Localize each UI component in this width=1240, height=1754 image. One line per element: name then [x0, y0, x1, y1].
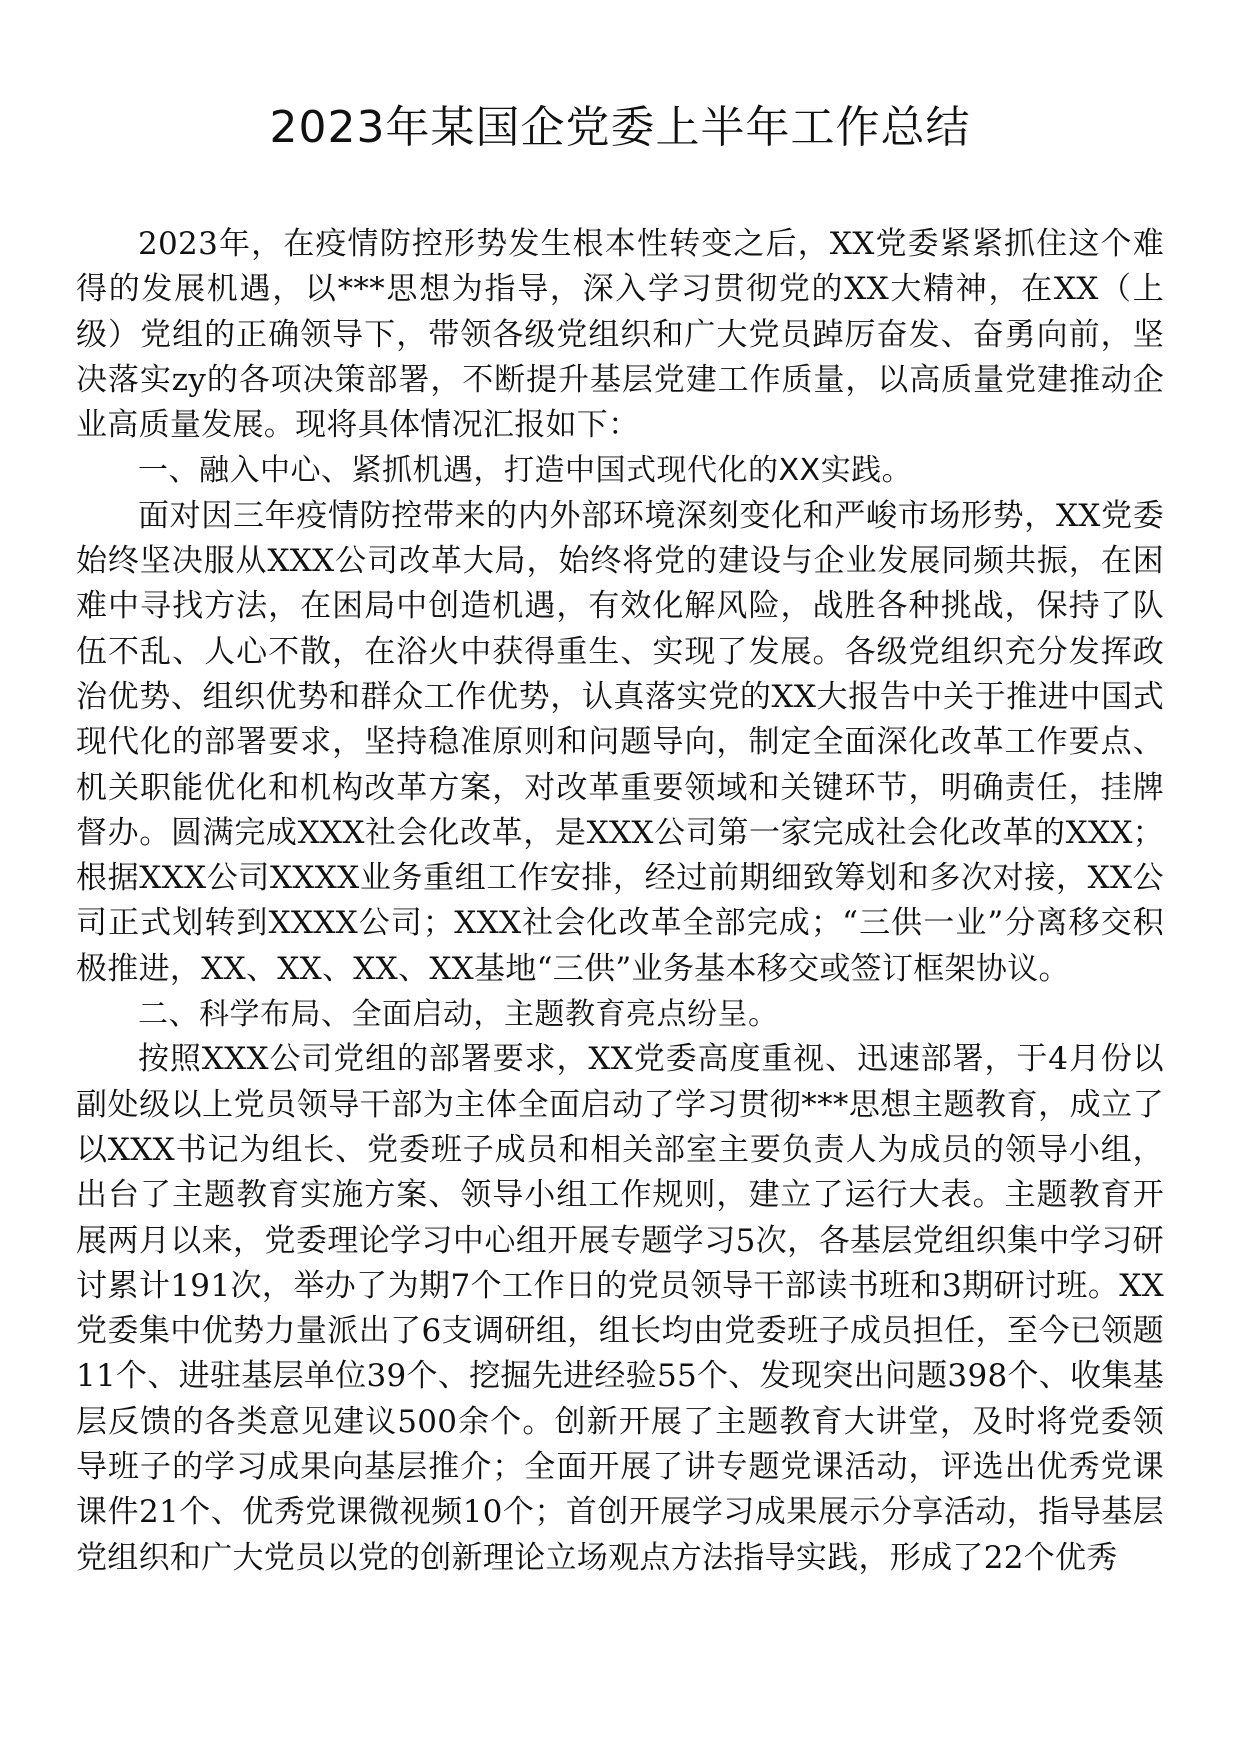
section-2-paragraph: 按照XXX公司党组的部署要求，XX党委高度重视、迅速部署，于4月份以副处级以上党员领导干部为主体全面启动了学习贯彻***思想主题教育，成立了以XXX书记为组长、党委班子成员和相关部室主要负责人为成员的领导小组，出台了主题教育实施方案、领导小组工作规则，建立了运行大表。主题教育开展两月以来，党委理论学习中心组开展专题学习5次，各基层党组织集中学习研讨累计191次，举办了为期7个工作日的党员领导干部读书班和3期研讨班。XX党委集中优势力量派出了6支调研组，组长均由党委班子成员担任，至今已领题11个、进驻基层单位39个、挖掘先进经验55个、发现突出问题398个、收集基层反馈的各类意见建议500余个。创新开展了主题教育大讲堂，及时将党委领导班子的学习成果向基层推介；全面开展了讲专题党课活动，评选出优秀党课课件21个、优秀党课微视频10个；首创开展学习成果展示分享活动，指导基层党组织和广大党员以党的创新理论立场观点方法指导实践，形成了22个优秀 — [76, 1041, 1164, 1576]
section-heading-1: 一、融入中心、紧抓机遇，打造中国式现代化的XX实践。 — [138, 453, 913, 489]
section-1-paragraph: 面对因三年疫情防控带来的内外部环境深刻变化和严峻市场形势，XX党委始终坚决服从XXX公司改革大局，始终将党的建设与企业发展同频共振，在困难中寻找方法，在困局中创造机遇，有效化解风险，战胜各种挑战，保持了队伍不乱、人心不散，在浴火中获得重生、实现了发展。各级党组织充分发挥政治优势、组织优势和群众工作优势，认真落实党的XX大报告中关于推进中国式现代化的部署要求，坚持稳准原则和问题导向，制定全面深化改革工作要点、机关职能优化和机构改革方案，对改革重要领域和关键环节，明确责任，挂牌督办。圆满完成XXX社会化改革，是XXX公司第一家完成社会化改革的XXX；根据XXX公司XXXX业务重组工作安排，经过前期细致筹划和多次对接，XX公司正式划转到XXXX公司；XXX社会化改革全部完成；“三供一业”分离移交积极推进，XX、XX、XX、XX基地“三供”业务基本移交或签订框架协议。 — [76, 497, 1164, 987]
intro-paragraph: 2023年，在疫情防控形势发生根本性转变之后，XX党委紧紧抓住这个难得的发展机遇，以***思想为指导，深入学习贯彻党的XX大精神，在XX（上级）党组的正确领导下，带领各级党组织和广大党员踔厉奋发、奋勇向前，坚决落实zy的各项决策部署，不断提升基层党建工作质量，以高质量党建推动企业高质量发展。现将具体情况汇报如下： — [76, 226, 1164, 444]
page-title: 2023年某国企党委上半年工作总结 — [269, 102, 971, 153]
document-body — [76, 222, 1164, 1581]
section-heading-2: 二、科学布局、全面启动，主题教育亮点纷呈。 — [138, 997, 779, 1033]
